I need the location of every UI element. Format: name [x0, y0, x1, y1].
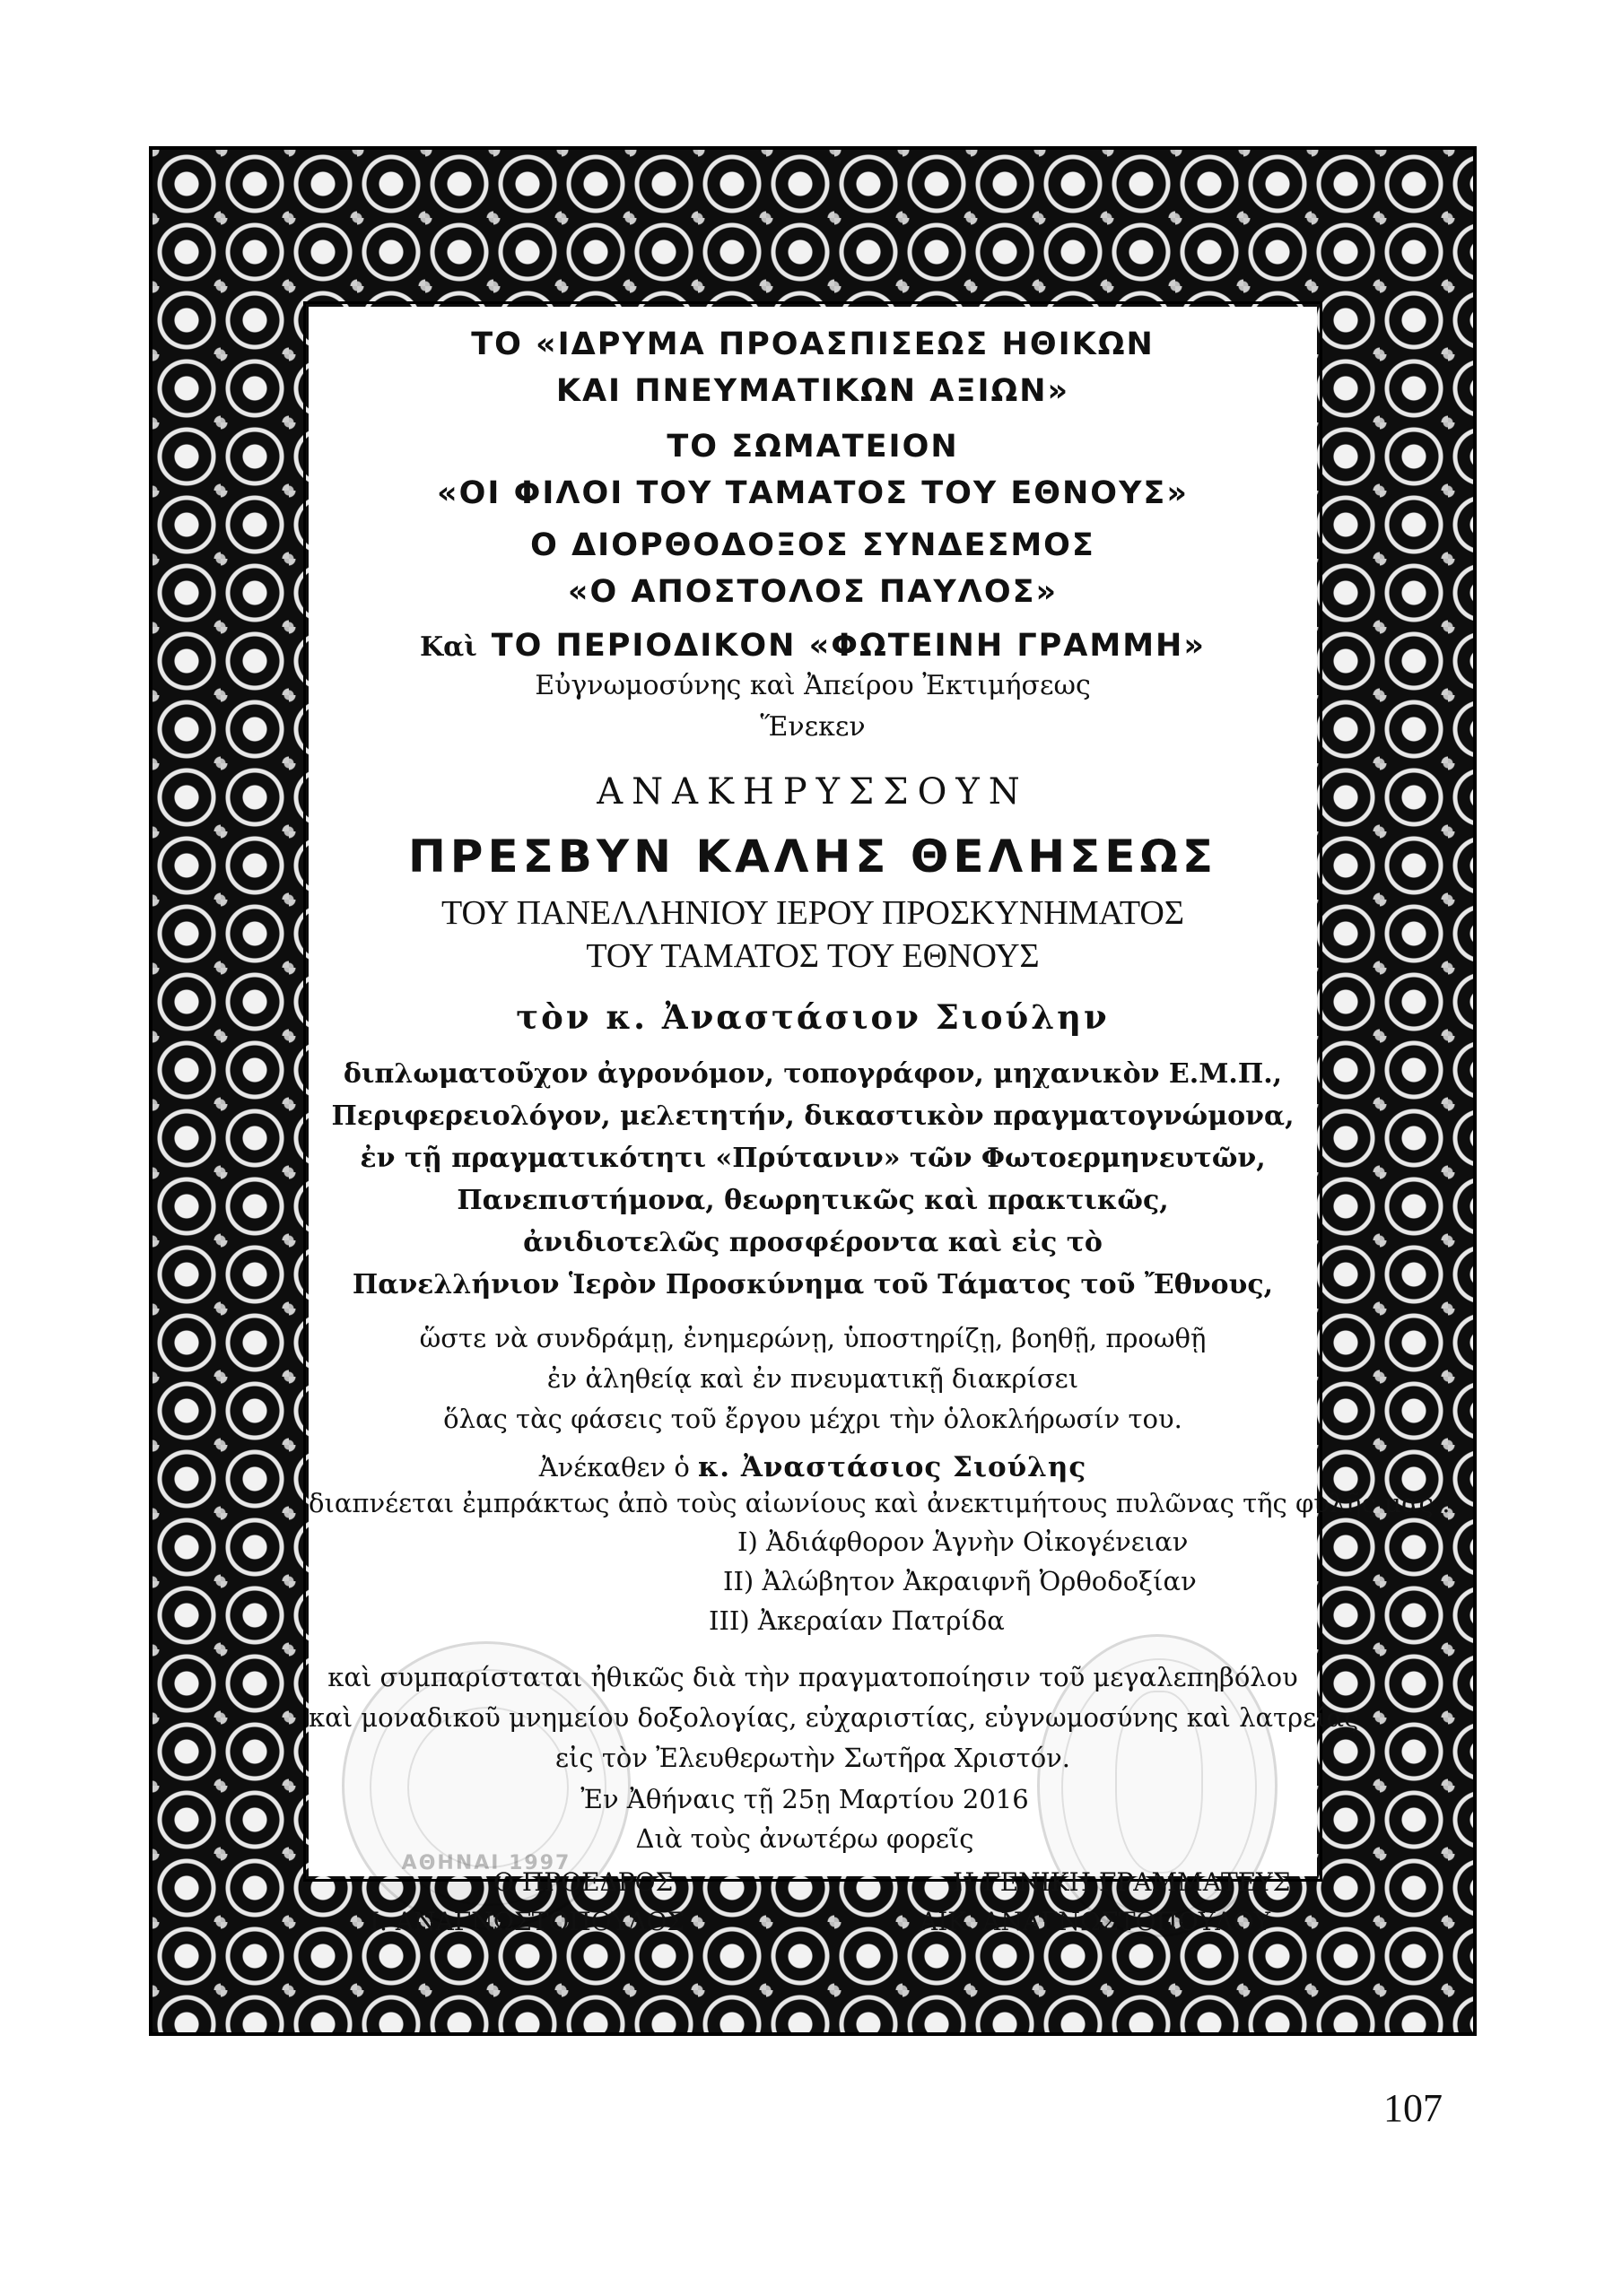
pillars-line: διαπνέεται ἐμπράκτως ἀπὸ τοὺς αἰωνίους καὶ ἀνεκτιμήτους πυλῶνας τῆς φυλῆς μας :	[309, 1488, 1451, 1518]
credential-line: ἀνιδιοτελῶς προσφέροντα καὶ εἰς τὸ	[523, 1227, 1103, 1258]
header-line-7-text: ΤΟ ΠΕΡΙΟΔΙΚΟΝ «ΦΩΤΕΙΝΗ ΓΡΑΜΜΗ»	[491, 628, 1206, 664]
pillar-item-2: ΙΙ) Ἀλώβητον Ἀκραιφνῆ Ὀρθοδοξίαν	[723, 1566, 1197, 1596]
pillars-intro-prefix: Ἀνέκαθεν ὁ	[538, 1452, 699, 1483]
page-number: 107	[1383, 2086, 1443, 2130]
honoree-name: τὸν κ. Ἀναστάσιον Σιούλην	[516, 997, 1110, 1037]
title-sub-1: ΤΟΥ ΠΑΝΕΛΛΗΝΙΟΥ ΙΕΡΟΥ ΠΡΟΣΚΥΝΗΜΑΤΟΣ	[440, 894, 1184, 932]
signature-right-title: Η ΓΕΝΙΚΗ ΓΡΑΜΜΑΤΕΥΣ	[953, 1867, 1291, 1897]
pillars-intro-name: κ. Ἀναστάσιος Σιούλης	[698, 1451, 1087, 1483]
on-behalf-line: Διὰ τοὺς ἀνωτέρω φορεῖς	[635, 1823, 974, 1854]
signature-right-name: ΑΙΚ. ΑΝΑΓΝΩΣΤΟΠΟΥΛΟΥ	[920, 1907, 1271, 1936]
support-line: καὶ συμπαρίσταται ἠθικῶς διὰ τὴν πραγματοποίησιν τοῦ μεγαλεπηβόλου	[327, 1662, 1298, 1692]
support-line: εἰς τὸν Ἐλευθερωτὴν Σωτῆρα Χριστόν.	[554, 1743, 1071, 1773]
reason-line-2: Ἕνεκεν	[760, 711, 866, 743]
header-line-4: «ΟΙ ΦΙΛΟΙ ΤΟΥ ΤΑΜΑΤΟΣ ΤΟΥ ΕΘΝΟΥΣ»	[437, 475, 1189, 511]
header-line-3: ΤΟ ΣΩΜΑΤΕΙΟΝ	[667, 429, 959, 465]
purpose-line: ὅλας τὰς φάσεις τοῦ ἔργου μέχρι τὴν ὁλοκλήρωσίν του.	[443, 1404, 1182, 1434]
purpose-line: ὥστε νὰ συνδράμῃ, ἐνημερώνῃ, ὑποστηρίζῃ, βοηθῇ, προωθῇ	[419, 1323, 1207, 1353]
header-line-5: Ο ΔΙΟΡΘΟΔΟΞΟΣ ΣΥΝΔΕΣΜΟΣ	[530, 527, 1095, 563]
support-block	[309, 1657, 1359, 1779]
foundation-seal-stamp: ΑΘΗΝΑΙ 1997	[342, 1641, 631, 1930]
title-sub-block	[309, 891, 1317, 978]
header-kai: Καὶ	[420, 631, 477, 663]
reason-block	[309, 665, 1317, 748]
support-line: καὶ μοναδικοῦ μνημείου δοξολογίας, εὐχαριστίας, εὐγνωμοσύνης καὶ λατρείας	[309, 1702, 1359, 1733]
title-main: ΠΡΕΣΒΥΝ ΚΑΛΗΣ ΘΕΛΗΣΕΩΣ	[407, 831, 1218, 883]
header-block	[309, 321, 1317, 671]
certificate-panel	[309, 307, 1451, 1897]
header-line-2: ΚΑΙ ΠΝΕΥΜΑΤΙΚΩΝ ΑΞΙΩΝ»	[555, 373, 1070, 409]
purpose-block	[309, 1318, 1317, 1439]
signature-left-name: Ι. ΑΝΑΓΝΩΣΤΟΠΟΥΛΟΣ	[370, 1907, 685, 1936]
header-line-1: ΤΟ «ΙΔΡΥΜΑ ΠΡΟΑΣΠΙΣΕΩΣ ΗΘΙΚΩΝ	[471, 326, 1155, 362]
date-line	[292, 1779, 1317, 1820]
signature-left-title: Ο ΠΡΟΕΔΡΟΣ	[493, 1867, 674, 1897]
pillar-item-3: ΙΙΙ) Ἀκεραίαν Πατρίδα	[709, 1605, 1005, 1636]
credential-line: διπλωματοῦχον ἀγρονόμον, τοπογράφον, μηχανικὸν Ε.Μ.Π.,	[343, 1058, 1283, 1090]
pillars-intro	[309, 1448, 1317, 1488]
title-sub-2: ΤΟΥ ΤΑΜΑΤΟΣ ΤΟΥ ΕΘΝΟΥΣ	[586, 937, 1040, 975]
header-line-6: «Ο ΑΠΟΣΤΟΛΟΣ ΠΑΥΛΟΣ»	[567, 574, 1059, 610]
credential-line: Πανεπιστήμονα, θεωρητικῶς καὶ πρακτικῶς,	[457, 1185, 1169, 1216]
purpose-line: ἐν ἀληθείᾳ καὶ ἐν πνευματικῇ διακρίσει	[546, 1363, 1079, 1394]
credential-line: ἐν τῇ πραγματικότητι «Πρύτανιν» τῶν Φωτοερμηνευτῶν,	[360, 1143, 1266, 1174]
date-text: Ἐν Ἀθήναις τῇ 25ῃ Μαρτίου 2016	[580, 1784, 1029, 1814]
credential-line: Πανελλήνιον Ἱερὸν Προσκύνημα τοῦ Τάματος τοῦ Ἔθνους,	[352, 1269, 1274, 1300]
reason-line-1: Εὐγνωμοσύνης καὶ Ἀπείρου Ἐκτιμήσεως	[535, 670, 1091, 701]
header-line-7	[309, 622, 1317, 671]
pillar-item-1: Ι) Ἀδιάφθορον Ἁγνὴν Οἰκογένειαν	[737, 1526, 1189, 1557]
credentials-block	[309, 1053, 1317, 1306]
credential-line: Περιφερειολόγον, μελετητήν, δικαστικὸν πραγματογνώμονα,	[331, 1100, 1295, 1132]
proclaim-heading: ΑΝΑΚΗΡΥΣΣΟΥΝ	[597, 771, 1029, 813]
